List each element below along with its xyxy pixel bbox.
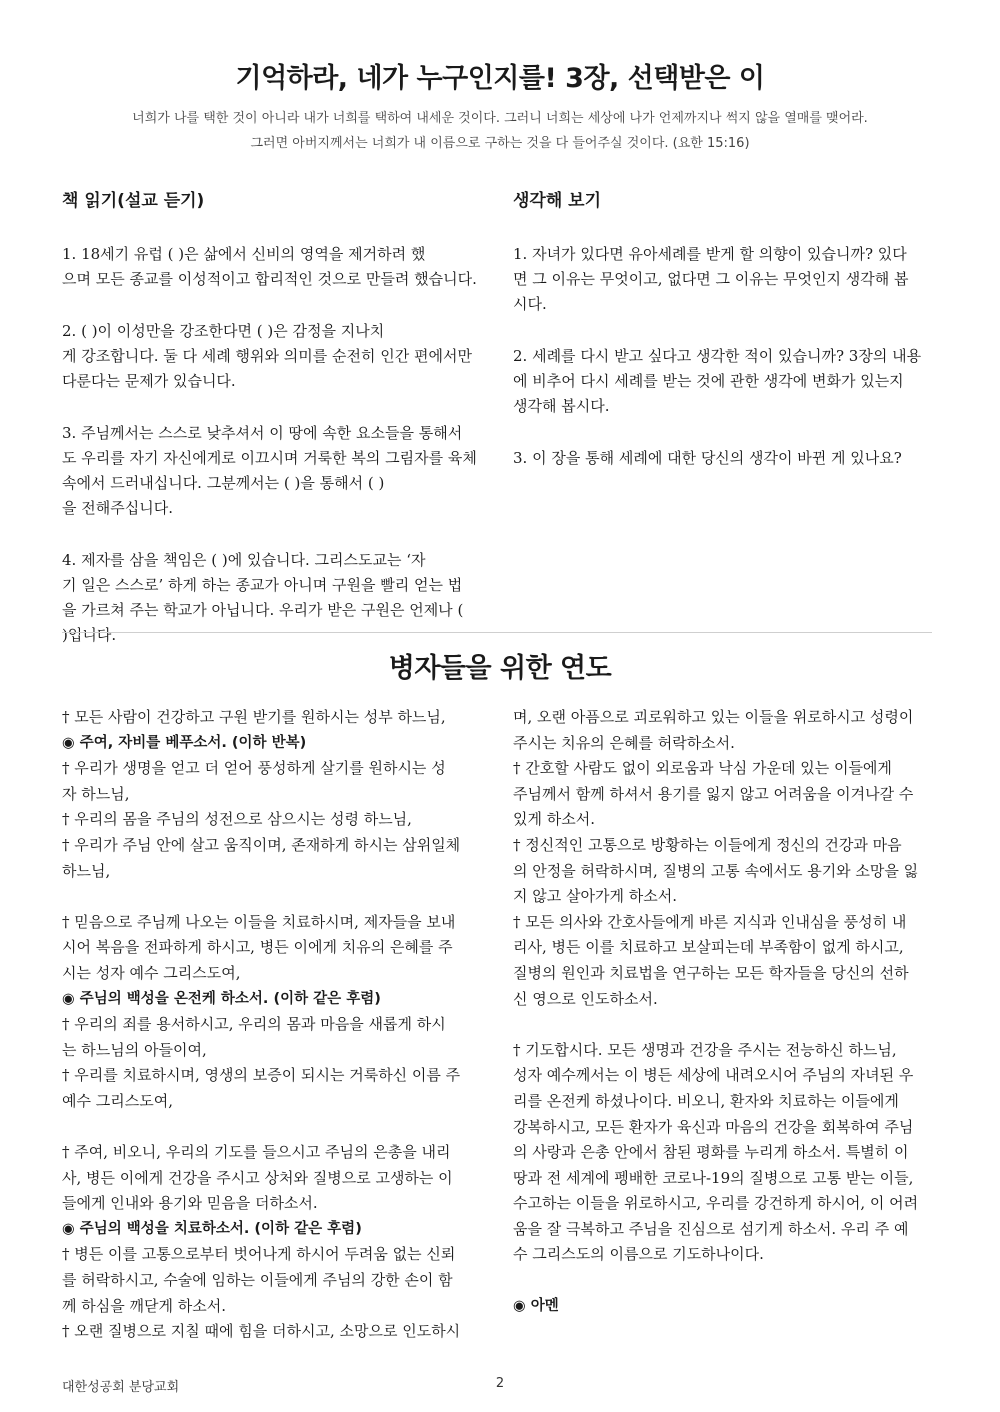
prayer-line: 는 하느님의 아들이여, — [62, 1040, 207, 1059]
prayer-line: † 우리가 주님 안에 살고 움직이며, 존재하게 하시는 삼위일체 — [62, 835, 461, 854]
prayer-line: 리를 온전케 하셨나이다. 비오니, 환자와 치료하는 이들에게 — [513, 1091, 899, 1110]
prayer-title: 병자들을 위한 연도 — [388, 653, 612, 684]
prayer-response: ◉ 주님의 백성을 치료하소서. (이하 같은 후렴) — [62, 1220, 362, 1237]
question-item — [62, 319, 492, 394]
prayer-line: † 우리의 몸을 주님의 성전으로 삼으시는 성령 하느님, — [62, 810, 412, 829]
reflect-heading: 생각해 보기 — [513, 191, 602, 211]
question-line: )입니다. — [62, 626, 117, 644]
prayer-line: 의 안정을 허락하시며, 질병의 고통 속에서도 용기와 소망을 잃 — [513, 861, 919, 880]
question-line: 으며 모든 종교를 이성적이고 합리적인 것으로 만들려 했습니다. — [62, 270, 477, 288]
prayer-spacer — [513, 1012, 945, 1038]
question-line: 기 일은 스스로’ 하게 하는 종교가 아니며 구원을 빨리 얻는 법 — [62, 576, 463, 594]
question-line: 4. 제자를 삼을 책임은 ( )에 있습니다. 그리스도교는 ‘자 — [62, 551, 426, 569]
prayer-line: † 믿음으로 주님께 나오는 이들을 치료하시며, 제자들을 보내 — [62, 912, 456, 931]
question-line: 면 그 이유는 무엇이고, 없다면 그 이유는 무엇인지 생각해 봅 — [513, 270, 909, 288]
question-line: 을 전해주십니다. — [62, 499, 173, 517]
prayer-line: 수 그리스도의 이름으로 기도하나이다. — [513, 1245, 764, 1264]
prayer-line: † 모든 사람이 건강하고 구원 받기를 원하시는 성부 하느님, — [62, 708, 446, 726]
prayer-line: 지 않고 살아가게 하소서. — [513, 887, 677, 906]
prayer-line: 시는 성자 예수 그리스도여, — [62, 963, 241, 982]
verse-line: 그러면 아버지께서는 너희가 내 이름으로 구하는 것을 다 들어주실 것이다. (요한 15:16) — [250, 136, 750, 151]
section-divider — [62, 632, 932, 633]
question-line: 3. 이 장을 통해 세례에 대한 당신의 생각이 바뀐 게 있나요? — [513, 449, 902, 467]
prayer-spacer — [513, 1268, 945, 1294]
church-name: 대한성공회 분당교회 — [62, 1380, 180, 1395]
question-line: 시다. — [513, 295, 547, 313]
question-line: 3. 주님께서는 스스로 낮추셔서 이 땅에 속한 요소들을 통해서 — [62, 424, 463, 442]
prayer-spacer — [62, 884, 494, 910]
question-line: 에 비추어 다시 세례를 받는 것에 관한 생각에 변화가 있는지 — [513, 372, 904, 390]
prayer-line: 리사, 병든 이를 치료하고 보살피는데 부족함이 없게 하시고, — [513, 938, 904, 957]
prayer-line: † 우리의 죄를 용서하시고, 우리의 몸과 마음을 새롭게 하시 — [62, 1015, 446, 1034]
question-item — [513, 242, 943, 317]
prayer-line: 의 사랑과 은총 안에서 참된 평화를 누리게 하소서. 특별히 이 — [513, 1143, 909, 1162]
question-line: 을 가르쳐 주는 학교가 아닙니다. 우리가 받은 구원은 언제나 ( — [62, 601, 464, 619]
prayer-response: ◉ 주여, 자비를 베푸소서. (이하 반복) — [62, 734, 307, 751]
prayer-line: † 우리를 치료하시며, 영생의 보증이 되시는 거룩하신 이름 주 — [62, 1066, 461, 1085]
reading-heading: 책 읽기(설교 듣기) — [62, 191, 205, 211]
prayer-line: 께 하심을 깨닫게 하소서. — [62, 1296, 226, 1315]
scripture-verse — [80, 106, 920, 156]
prayer-line: 며, 오랜 아픔으로 괴로워하고 있는 이들을 위로하시고 성령이 — [513, 708, 914, 726]
prayer-line: 수고하는 이들을 위로하시고, 우리를 강건하게 하시어, 이 어려 — [513, 1194, 919, 1213]
question-item — [62, 548, 492, 648]
page-number: 2 — [495, 1376, 505, 1391]
prayer-line: 들에게 인내와 용기와 믿음을 더하소서. — [62, 1194, 318, 1213]
question-line: 1. 자녀가 있다면 유아세례를 받게 할 의향이 있습니까? 있다 — [513, 245, 907, 263]
prayer-line: 있게 하소서. — [513, 810, 595, 829]
prayer-line: 주님께서 함께 하셔서 용기를 잃지 않고 어려움을 이겨나갈 수 — [513, 784, 914, 803]
question-item — [62, 421, 492, 521]
prayer-line: 신 영으로 인도하소서. — [513, 989, 658, 1008]
question-line: 다룬다는 문제가 있습니다. — [62, 372, 236, 390]
prayer-line: † 모든 의사와 간호사들에게 바른 지식과 인내심을 풍성히 내 — [513, 912, 907, 931]
prayer-left-column — [62, 705, 494, 1345]
question-line: 도 우리를 자기 자신에게로 이끄시며 거룩한 복의 그림자를 육체 — [62, 449, 477, 467]
prayer-line: 질병의 원인과 치료법을 연구하는 모든 학자들을 당신의 선하 — [513, 963, 909, 982]
prayer-response: ◉ 아멘 — [513, 1297, 559, 1314]
question-item — [62, 242, 492, 292]
verse-line: 너희가 나를 택한 것이 아니라 내가 너희를 택하여 내세운 것이다. 그러니 너희는 세상에 나가 언제까지나 썩지 않을 열매를 맺어라. — [132, 111, 868, 126]
question-item — [513, 344, 943, 419]
prayer-line: 를 허락하시고, 수술에 임하는 이들에게 주님의 강한 손이 함 — [62, 1271, 453, 1290]
prayer-line: † 주여, 비오니, 우리의 기도를 들으시고 주님의 은총을 내리 — [62, 1143, 451, 1162]
prayer-line: 성자 예수께서는 이 병든 세상에 내려오시어 주님의 자녀된 우 — [513, 1066, 914, 1085]
prayer-line: 주시는 치유의 은혜를 허락하소서. — [513, 733, 735, 752]
reflect-questions — [513, 242, 943, 498]
question-line: 게 강조합니다. 둘 다 세례 행위와 의미를 순전히 인간 편에서만 — [62, 347, 472, 365]
prayer-line: † 병든 이를 고통으로부터 벗어나게 하시어 두려움 없는 신뢰 — [62, 1245, 456, 1264]
question-line: 속에서 드러내십니다. 그분께서는 ( )을 통해서 ( ) — [62, 474, 385, 492]
prayer-line: 움을 잘 극복하고 주님을 진심으로 섬기게 하소서. 우리 주 예 — [513, 1219, 909, 1238]
prayer-response: ◉ 주님의 백성을 온전케 하소서. (이하 같은 후렴) — [62, 990, 381, 1007]
question-item — [513, 446, 943, 471]
prayer-line: 사, 병든 이에게 건강을 주시고 상처와 질병으로 고생하는 이 — [62, 1168, 453, 1187]
prayer-line: 예수 그리스도여, — [62, 1091, 173, 1110]
page-title: 기억하라, 네가 누구인지를! 3장, 선택받은 이 — [235, 63, 765, 94]
prayer-line: 땅과 전 세계에 펭배한 코로나-19의 질병으로 고통 받는 이들, — [513, 1168, 914, 1187]
prayer-line: † 기도합시다. 모든 생명과 건강을 주시는 전능하신 하느님, — [513, 1040, 897, 1059]
prayer-spacer — [62, 1115, 494, 1141]
question-line: 2. ( )이 이성만을 강조한다면 ( )은 감정을 지나치 — [62, 322, 385, 340]
prayer-line: 강복하시고, 모든 환자가 육신과 마음의 건강을 회복하여 주님 — [513, 1117, 914, 1136]
prayer-line: † 우리가 생명을 얻고 더 얻어 풍성하게 살기를 원하시는 성 — [62, 759, 446, 778]
reading-questions — [62, 242, 492, 675]
question-line: 생각해 봅시다. — [513, 397, 610, 415]
prayer-line: 자 하느님, — [62, 784, 130, 803]
prayer-line: † 정신적인 고통으로 방황하는 이들에게 정신의 건강과 마음 — [513, 835, 902, 854]
prayer-line: † 오랜 질병으로 지칠 때에 힘을 더하시고, 소망으로 인도하시 — [62, 1322, 461, 1341]
prayer-right-column — [513, 705, 945, 1319]
question-line: 1. 18세기 유럽 ( )은 삶에서 신비의 영역을 제거하려 했 — [62, 245, 426, 263]
prayer-line: 하느님, — [62, 861, 111, 880]
prayer-line: 시어 복음을 전파하게 하시고, 병든 이에게 치유의 은혜를 주 — [62, 938, 453, 957]
question-line: 2. 세례를 다시 받고 싶다고 생각한 적이 있습니까? 3장의 내용 — [513, 347, 922, 365]
prayer-line: † 간호할 사람도 없이 외로움과 낙심 가운데 있는 이들에게 — [513, 759, 892, 778]
